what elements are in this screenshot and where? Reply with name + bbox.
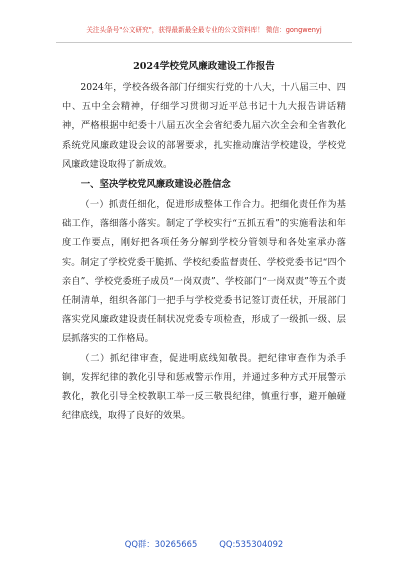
document-body <box>62 78 346 425</box>
footer-qq-number: QQ:535304092 <box>219 539 284 549</box>
header-divider <box>56 42 352 43</box>
section-paragraph-2: （二）抓纪律审查，促进明底线知敬畏。把纪律审查作为杀手锏，发挥纪律的教化引导和惩戒警示作用，并通过多种方式开展警示教化，教化引导全校教职工举一反三敬畏纪律，慎重行事，避开触碰纪律底线，取得了良好的效果。 <box>62 352 346 422</box>
header-banner: 关注头条号"公文研究"，获得最新最全最专业的公文资料库！ 微信：gongwenyj <box>86 26 322 34</box>
footer-contact <box>0 538 408 550</box>
intro-paragraph: 2024年，学校各级各部门仔细实行党的十八大，十八届三中、四中、五中全会精神，仔细学习贯彻习近平总书记十九大报告讲话精神，严格根据中纪委十八届五次全会省纪委九届六次全会和全省教化系统党风廉政建设会议的部署要求，扎实推动廉洁学校建设，学校党风廉政建设取得了新成效。 <box>62 82 346 170</box>
section-heading: 一、坚决学校党风廉政建设必胜信念 <box>80 179 231 191</box>
section-paragraph-1: （一）抓责任细化，促进形成整体工作合力。把细化责任作为基础工作，落细落小落实。制定了学校实行“五抓五看”的实施看法和年度工作要点，刚好把各项任务分解到学校分管领导和各处室承办落实。制定了学校党委干脆抓、学校纪委监督责任、学校党委书记“四个亲自”、学校党委班子成员“一岗双责”、学校部门“一岗双责”等五个责任制清单，组织各部门一把手与学校党委书记签订责任状，开展部门落实党风廉政建设责任制状况党委专项检查，形成了一级抓一级、层层抓落实的工作格局。 <box>62 199 346 345</box>
footer-qq-group: QQ群：30265665 <box>124 539 198 549</box>
document-title: 2024学校党风廉政建设工作报告 <box>133 61 275 72</box>
